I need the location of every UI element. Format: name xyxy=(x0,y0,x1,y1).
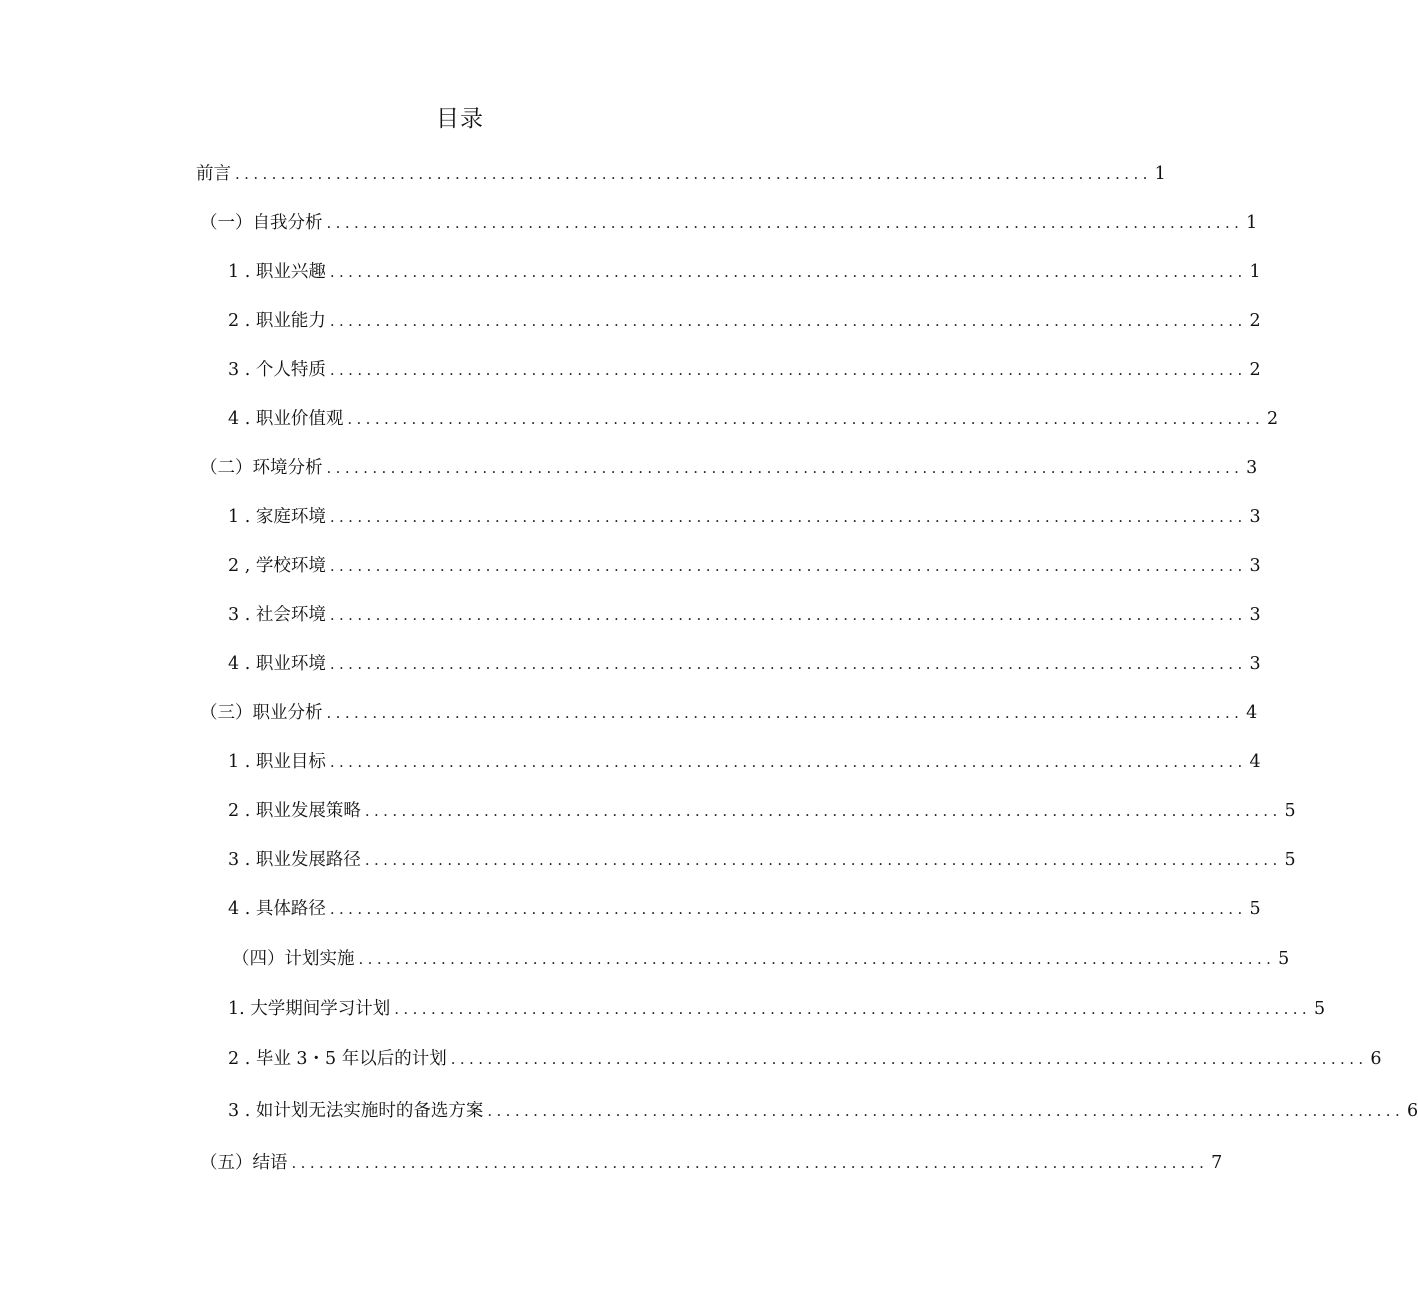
toc-entry-page: 4 xyxy=(1246,703,1258,723)
toc-entry[interactable] xyxy=(228,602,1261,628)
toc-entry-page: 3 xyxy=(1249,556,1261,576)
toc-entry-label: 3 . 职业发展路径 xyxy=(228,850,361,870)
toc-entry-label: 1. 大学期间学习计划 xyxy=(228,999,391,1019)
toc-entry-page: 5 xyxy=(1284,850,1296,870)
toc-entry[interactable] xyxy=(228,847,1296,873)
toc-dot-leader: .................................................................................................... xyxy=(326,459,1244,477)
toc-entry-page: 1 xyxy=(1154,164,1166,184)
toc-dot-leader: .................................................................................................... xyxy=(347,410,1265,428)
toc-dot-leader: .................................................................................................... xyxy=(329,312,1247,330)
toc-entry-label: 前言 xyxy=(196,164,231,184)
toc-entry[interactable] xyxy=(228,896,1261,922)
toc-entry-page: 3 xyxy=(1249,605,1261,625)
toc-entry-label: 2 , 学校环境 xyxy=(228,556,326,576)
toc-dot-leader: .................................................................................................... xyxy=(326,214,1244,232)
toc-dot-leader: .................................................................................................... xyxy=(329,263,1247,281)
toc-dot-leader: .................................................................................................... xyxy=(364,851,1282,869)
toc-entry-label: 2 . 职业发展策略 xyxy=(228,801,361,821)
toc-entry-label: 4 . 职业价值观 xyxy=(228,409,344,429)
toc-dot-leader: .................................................................................................... xyxy=(329,900,1247,918)
toc-entry[interactable] xyxy=(228,406,1279,432)
toc-entry[interactable] xyxy=(228,357,1261,383)
toc-entry[interactable] xyxy=(228,749,1261,775)
toc-entry-label: 1 . 职业目标 xyxy=(228,752,326,772)
page-title: 目录 xyxy=(436,106,484,132)
toc-entry[interactable] xyxy=(228,651,1261,677)
toc-dot-leader: .................................................................................................... xyxy=(235,165,1152,183)
toc-entry-label: 4 . 具体路径 xyxy=(228,899,326,919)
toc-dot-leader: .................................................................................................... xyxy=(329,557,1247,575)
toc-entry[interactable] xyxy=(228,259,1261,285)
toc-dot-leader: .................................................................................................... xyxy=(291,1154,1209,1172)
toc-dot-leader: .................................................................................................... xyxy=(329,753,1247,771)
toc-dot-leader: .................................................................................................... xyxy=(329,508,1247,526)
toc-entry-page: 1 xyxy=(1249,262,1261,282)
toc-entry-page: 5 xyxy=(1313,999,1326,1019)
toc-entry-label: 1 . 家庭环境 xyxy=(228,507,326,527)
toc-entry-label: 3 . 个人特质 xyxy=(228,360,326,380)
toc-entry[interactable] xyxy=(228,798,1296,824)
toc-entry-page: 4 xyxy=(1249,752,1261,772)
toc-dot-leader: .................................................................................................... xyxy=(326,704,1244,722)
toc-entry-label: （三）职业分析 xyxy=(200,703,323,723)
toc-entry[interactable] xyxy=(228,308,1261,334)
toc-entry-label: （五）结语 xyxy=(200,1153,288,1173)
toc-entry-label: 4 . 职业环境 xyxy=(228,654,326,674)
toc-entry-label: 3 . 社会环境 xyxy=(228,605,326,625)
toc-entry-label: （四）计划实施 xyxy=(232,949,355,969)
toc-entry-page: 5 xyxy=(1278,949,1290,969)
toc-entry-page: 3 xyxy=(1249,654,1261,674)
toc-entry-page: 5 xyxy=(1249,899,1261,919)
toc-dot-leader: .................................................................................................... xyxy=(358,950,1276,968)
toc-entry-page: 2 xyxy=(1249,311,1261,331)
toc-entry-page: 7 xyxy=(1211,1153,1223,1173)
toc-dot-leader: .................................................................................................... xyxy=(329,655,1247,673)
toc-entry-page: 6 xyxy=(1407,1101,1418,1121)
toc-entry[interactable] xyxy=(228,1098,1418,1124)
toc-entry[interactable] xyxy=(200,455,1258,481)
toc-entry[interactable] xyxy=(228,1046,1382,1072)
toc-entry-label: （二）环境分析 xyxy=(200,458,323,478)
toc-entry[interactable] xyxy=(200,210,1258,236)
toc-entry-label: 2 . 职业能力 xyxy=(228,311,326,331)
toc-entry-label: 3 . 如计划无法实施时的备选方案 xyxy=(228,1101,484,1121)
toc-entry-page: 2 xyxy=(1267,409,1279,429)
toc-entry[interactable] xyxy=(232,946,1290,972)
toc-entry[interactable] xyxy=(228,996,1326,1022)
toc-dot-leader: .................................................................................................... xyxy=(329,361,1247,379)
toc-entry[interactable] xyxy=(200,1150,1223,1176)
toc-entry[interactable] xyxy=(196,161,1166,187)
toc-entry-label: 1 . 职业兴趣 xyxy=(228,262,326,282)
toc-entry-page: 2 xyxy=(1249,360,1261,380)
toc-entry[interactable] xyxy=(200,700,1258,726)
toc-entry-page: 3 xyxy=(1249,507,1261,527)
toc-entry-page: 5 xyxy=(1284,801,1296,821)
toc-dot-leader: .................................................................................................... xyxy=(364,802,1282,820)
toc-entry-page: 1 xyxy=(1246,213,1258,233)
toc-entry-label: 2 . 毕业 3・5 年以后的计划 xyxy=(228,1049,447,1069)
toc-dot-leader: .................................................................................................... xyxy=(329,606,1247,624)
toc-dot-leader: .................................................................................................... xyxy=(487,1102,1405,1120)
toc-entry[interactable] xyxy=(228,553,1261,579)
toc-entry-page: 3 xyxy=(1246,458,1258,478)
toc-entry[interactable] xyxy=(228,504,1261,530)
toc-entry-page: 6 xyxy=(1370,1049,1382,1069)
toc-dot-leader: .................................................................................................... xyxy=(394,1000,1312,1018)
toc-entry-label: （一）自我分析 xyxy=(200,213,323,233)
toc-dot-leader: .................................................................................................... xyxy=(450,1050,1368,1068)
